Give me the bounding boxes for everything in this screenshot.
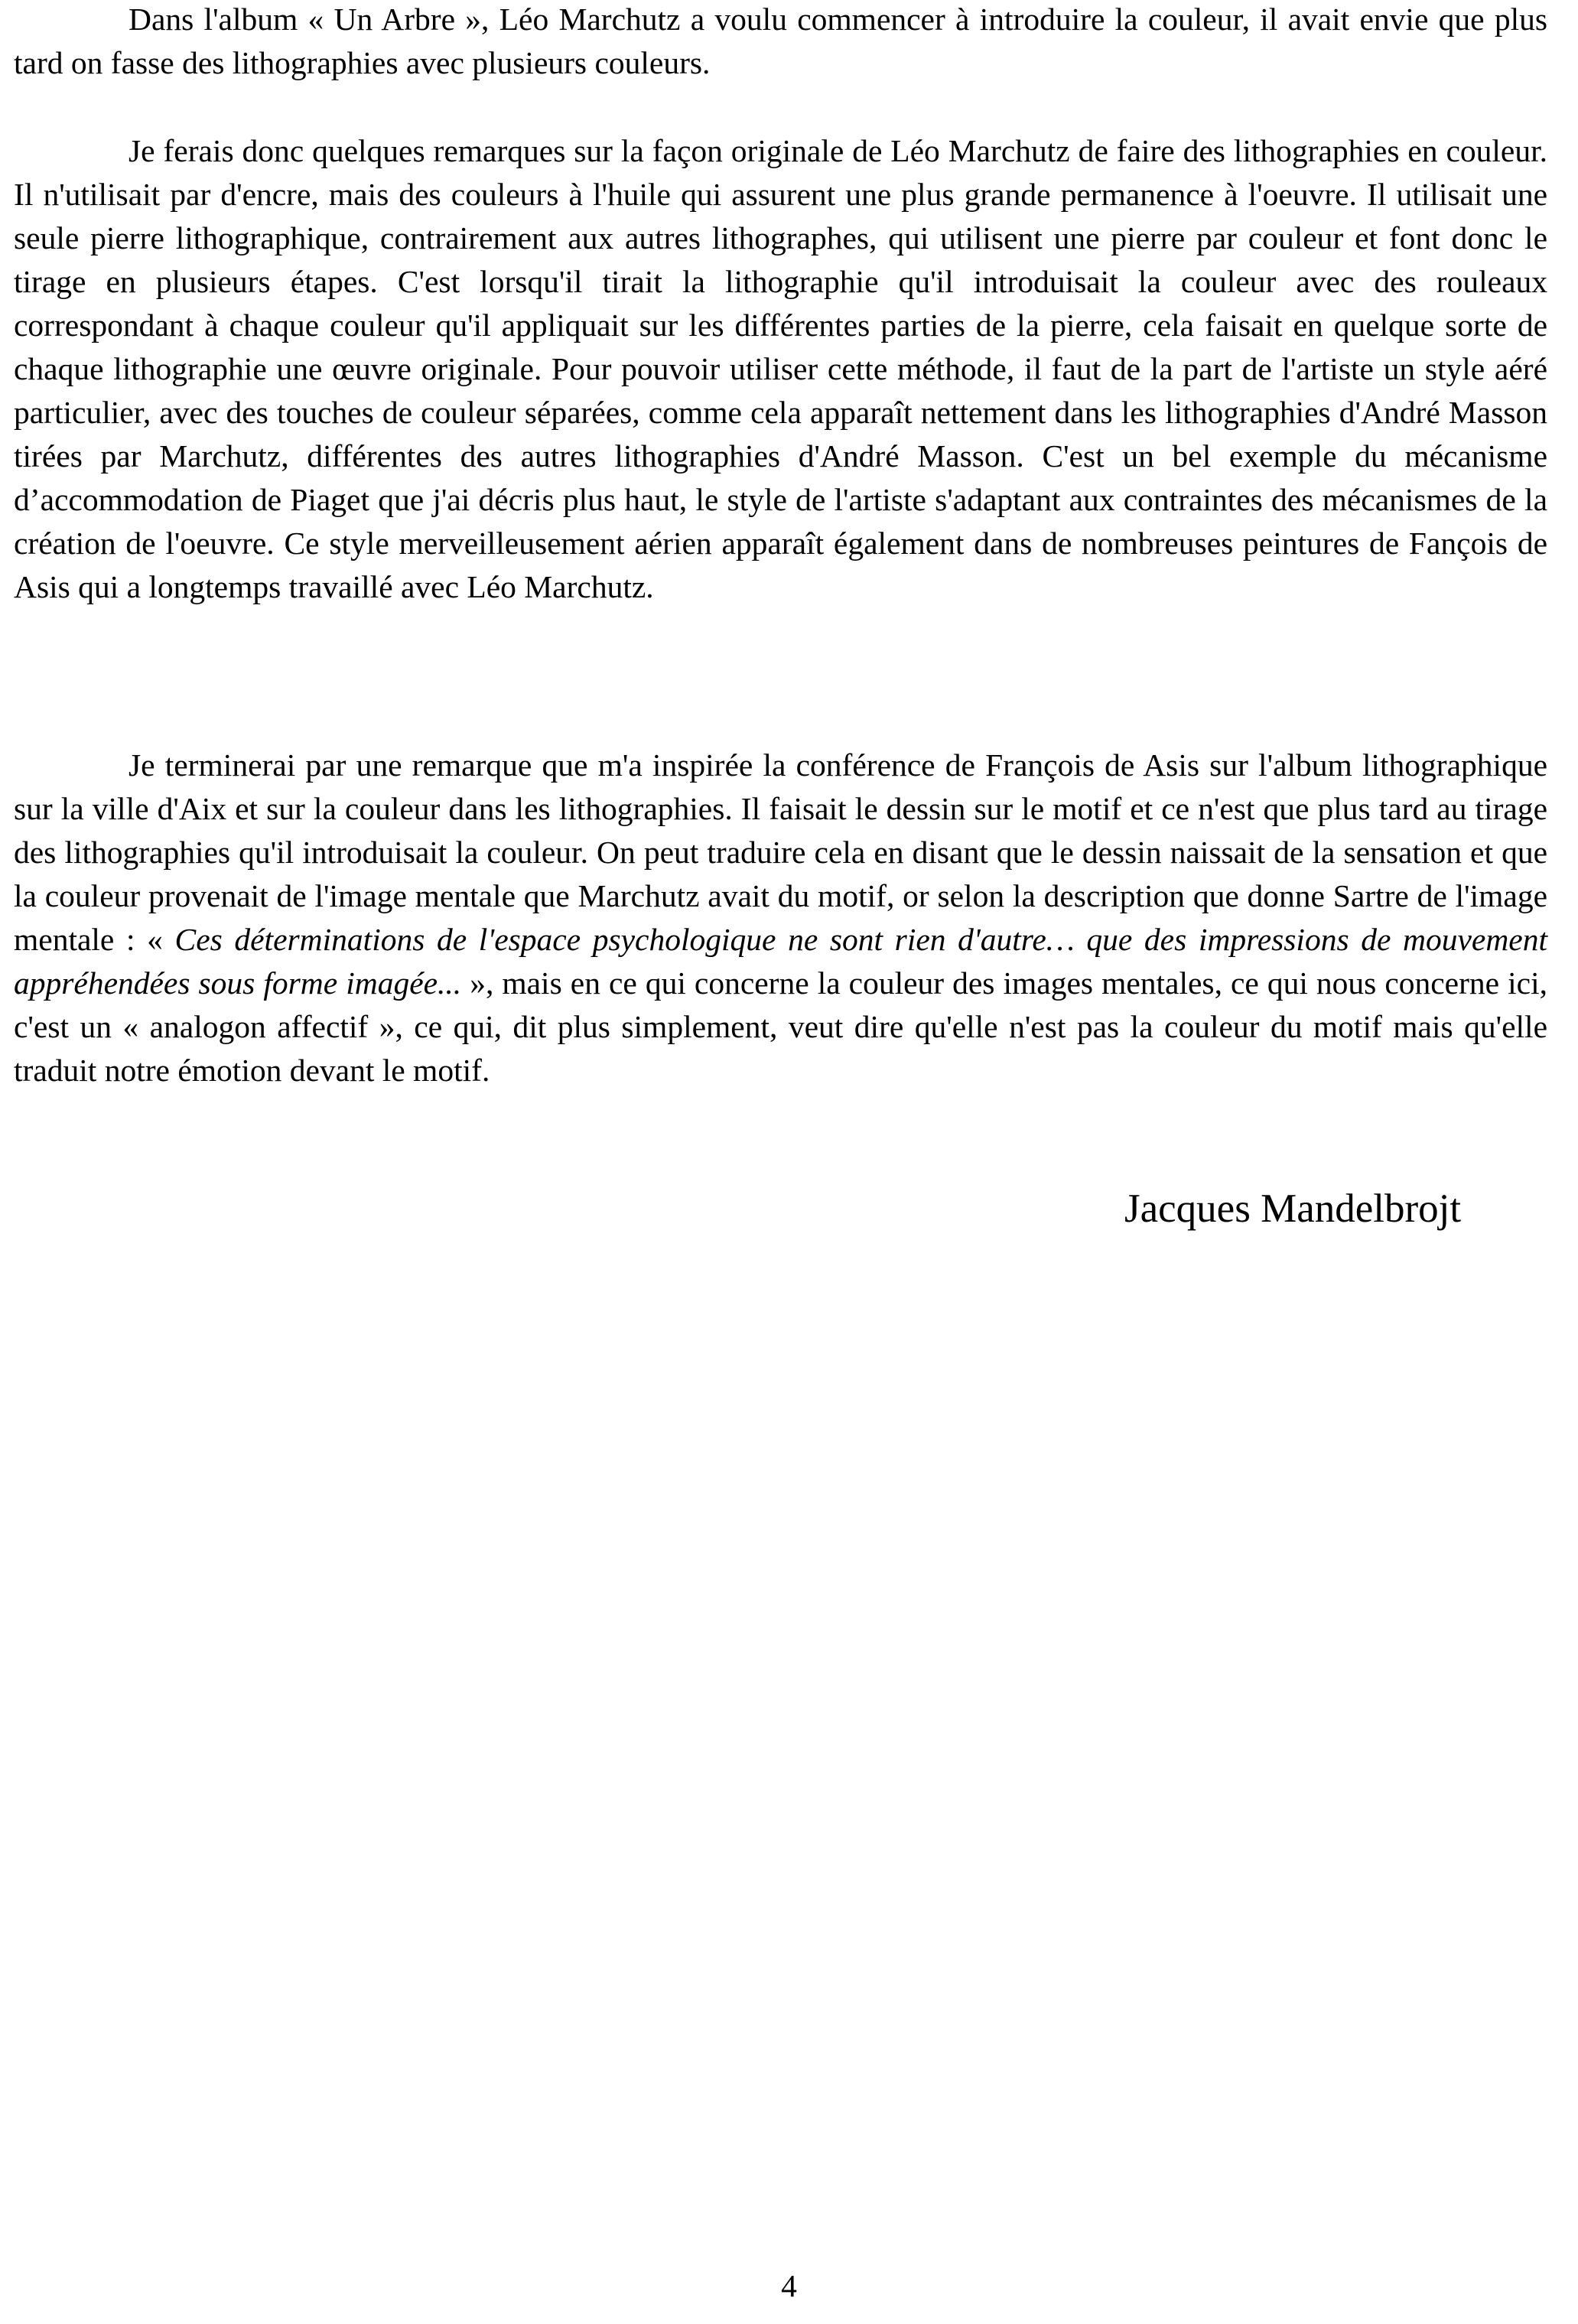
paragraph-album-un-arbre: Dans l'album « Un Arbre », Léo Marchutz a voulu commencer à introduire la couleur, il avait envie que plus tard on fasse des lithographies avec plusieurs couleurs. bbox=[14, 2, 1547, 80]
paragraph-text-after-quote: », mais en ce qui concerne la couleur des images mentales, ce qui nous concerne ici, c'est un « analogon affectif », ce qui, dit plus simplement, veut dire qu'elle n'est pas la couleur du motif mais qu'elle traduit notre émotion devant le motif. bbox=[14, 965, 1547, 1088]
paragraph-text-before-quote: Je terminerai par une remarque que m'a inspirée la conférence de François de Asis sur l'album lithographique sur la ville d'Aix et sur la couleur dans les lithographies. Il faisait le dessin sur le motif et ce n'est que plus tard au tirage des lithographies qu'il introduisait la couleur. On peut traduire cela en disant que le dessin naissait de la sensation et que la couleur provenait de l'image mentale que Marchutz avait du motif, or selon la description que donne Sartre de l'image mentale : « bbox=[14, 747, 1547, 957]
author-signature: Jacques Mandelbrojt bbox=[1124, 1186, 1462, 1231]
page-number: 4 bbox=[781, 2268, 797, 2303]
paragraph-color-lithography: Je ferais donc quelques remarques sur la façon originale de Léo Marchutz de faire des lithographies en couleur. Il n'utilisait par d'encre, mais des couleurs à l'huile qui assurent une plus grande permanence à l'oeuvre. Il utilisait une seule pierre lithographique, contrairement aux autres lithographes, qui utilisent une pierre par couleur et font donc le tirage en plusieurs étapes. C'est lorsqu'il tirait la lithographie qu'il introduisait la couleur avec des rouleaux correspondant à chaque couleur qu'il appliquait sur les différentes parties de la pierre, cela faisait en quelque sorte de chaque lithographie une œuvre originale. Pour pouvoir utiliser cette méthode, il faut de la part de l'artiste un style aéré particulier, avec des touches de couleur séparées, comme cela apparaît nettement dans les lithographies d'André Masson tirées par Marchutz, différentes des autres lithographies d'André Masson. C'est un bel exemple du mécanisme d’accommodation de Piaget que j'ai décris plus haut, le style de l'artiste s'adaptant aux contraintes des mécanismes de la création de l'oeuvre. Ce style merveilleusement aérien apparaît également dans de nombreuses peintures de Fançois de Asis qui a longtemps travaillé avec Léo Marchutz. bbox=[14, 133, 1547, 604]
paragraph-sartre-mental-image bbox=[14, 744, 1547, 1092]
sartre-quote: Ces déterminations de l'espace psychologique ne sont rien d'autre… que des impressions de mouvement appréhendées sous forme imagée... bbox=[14, 922, 1547, 1001]
